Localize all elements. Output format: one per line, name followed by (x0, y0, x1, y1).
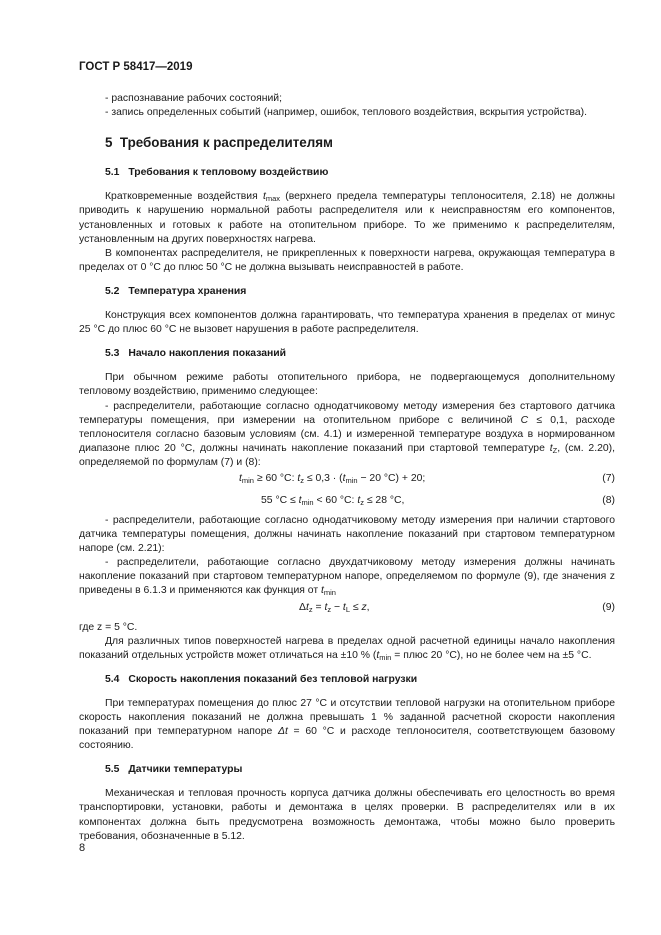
subsection-heading (105, 673, 615, 687)
subsection-heading (105, 347, 615, 361)
section-heading (105, 136, 615, 150)
paragraph: Механическая и тепловая прочность корпуса датчика должны обеспечивать его целостность во время транспортировки, установки, работы и демонтажа в целях проверки. В распределителях или в их компонентах должна быть предусмотрена возможность демонтажа, чтобы можно было проверить требования, обозначенные в 5.12. (79, 788, 615, 842)
standard-header: ГОСТ Р 58417—2019 (79, 61, 193, 73)
paragraph: Кратковременные воздействия $t_{max}$ (верхнего предела температуры теплоносителя, 2.18) не должны приводить к нарушению нормальной работы распределителя или к неисправностям его компонентов, установленных и готовых к работе на отопительном приборе. То же применимо к распределителям, установленным на других поверхностях нагрева. (79, 191, 615, 245)
subsection-heading (105, 285, 615, 299)
formula-expression: $\Delta t_z = t_z - t_L \le z$, (299, 601, 370, 614)
formula-number: (8) (602, 494, 615, 506)
list-item: - распределители, работающие согласно однодатчиковому методу измерения без стартового датчика температуры помещения, при измерении на отопительном приборе с величиной С ≤ 0,1, расходе теплоносителя согласно базовым условиям (см. 4.1) и измеренной температуре воздуха в нормированном диапазоне плюс 20 °С, должны начинать накопление показаний при стартовой температуре $t_Z$, (см. 2.20), определяемой по формулам (7) и (8): (79, 400, 615, 468)
subsection-heading (105, 763, 615, 777)
subsection-number: 5.5 (105, 764, 120, 776)
subsection-title: Начало накопления показаний (128, 348, 287, 360)
paragraph: Конструкция всех компонентов должна гарантировать, что температура хранения в пределах от минус 25 °С до плюс 60 °С не вызовет нарушения в работе распределителя. (79, 310, 615, 336)
section-title: Требования к распределителям (119, 135, 333, 151)
subsection-title: Требования к тепловому воздействию (128, 167, 329, 179)
page-content (79, 92, 615, 844)
subsection-heading (105, 166, 615, 180)
subsection-title: Датчики температуры (128, 764, 243, 776)
subsection-number: 5.4 (105, 673, 120, 685)
subsection-title: Скорость накопления показаний без тепловой нагрузки (128, 673, 418, 685)
subsection-number: 5.1 (105, 167, 120, 179)
page-number: 8 (79, 842, 86, 854)
subsection-number: 5.2 (105, 285, 120, 297)
formula-explanation: где z = 5 °С. (79, 621, 138, 633)
subsection-title: Температура хранения (128, 285, 247, 297)
paragraph: При обычном режиме работы отопительного прибора, не подвергающемуся дополнительному тепловому воздействию, применимо следующее: (79, 372, 615, 398)
list-item: - распределители, работающие согласно однодатчиковому методу измерения при наличии стартового датчика температуры помещения, должны начинать накопление показаний при стартовом температурном напоре (см. 2.21): (79, 514, 615, 555)
list-item: - запись определенных событий (например, ошибок, теплового воздействия, вскрытия устройства). (105, 107, 587, 119)
formula-expression: $t_{min} \ge 60$ °C: $t_z \le 0,3 \cdot (t_{min} - 20$ °C) + 20; (239, 472, 426, 485)
formula-8 (79, 492, 615, 514)
formula-number: (7) (602, 472, 615, 484)
formula-7 (79, 470, 615, 492)
paragraph: При температурах помещения до плюс 27 °С и отсутствии тепловой нагрузки на отопительном приборе скорость накопления показаний не должна превышать 1 % заданной расчетной скорости накопления показаний при температурном напоре Δt = 60 °С и расходе теплоносителя, соответствующем базовому состоянию. (79, 697, 615, 752)
paragraph: В компонентах распределителя, не прикрепленных к поверхности нагрева, окружающая температура в пределах от 0 °С до плюс 50 °С не должна вызывать неисправностей в работе. (79, 247, 615, 273)
section-number: 5 (105, 135, 113, 151)
subsection-number: 5.3 (105, 348, 120, 360)
formula-9 (79, 599, 615, 621)
list-item: - распределители, работающие согласно двухдатчиковому методу измерения должны начинать накопление показаний при стартовом температурном напоре, определяемом по формуле (9), где значения z приведены в 6.1.3 и применяются как функция от $t_{min}$ (79, 557, 615, 598)
list-item: - распознавание рабочих состояний; (105, 93, 282, 104)
formula-expression: 55 $^\circ C \le t_{min} < 60$ °C: $t_z \le 28$ °C, (261, 494, 405, 507)
formula-number: (9) (602, 601, 615, 613)
paragraph: Для различных типов поверхностей нагрева в пределах одной расчетной единицы начало накопления показаний отдельных устройств может отличаться на ±10 % ($t_{min}$ = плюс 20 °С), но не более чем на ±5 °С. (79, 635, 615, 662)
